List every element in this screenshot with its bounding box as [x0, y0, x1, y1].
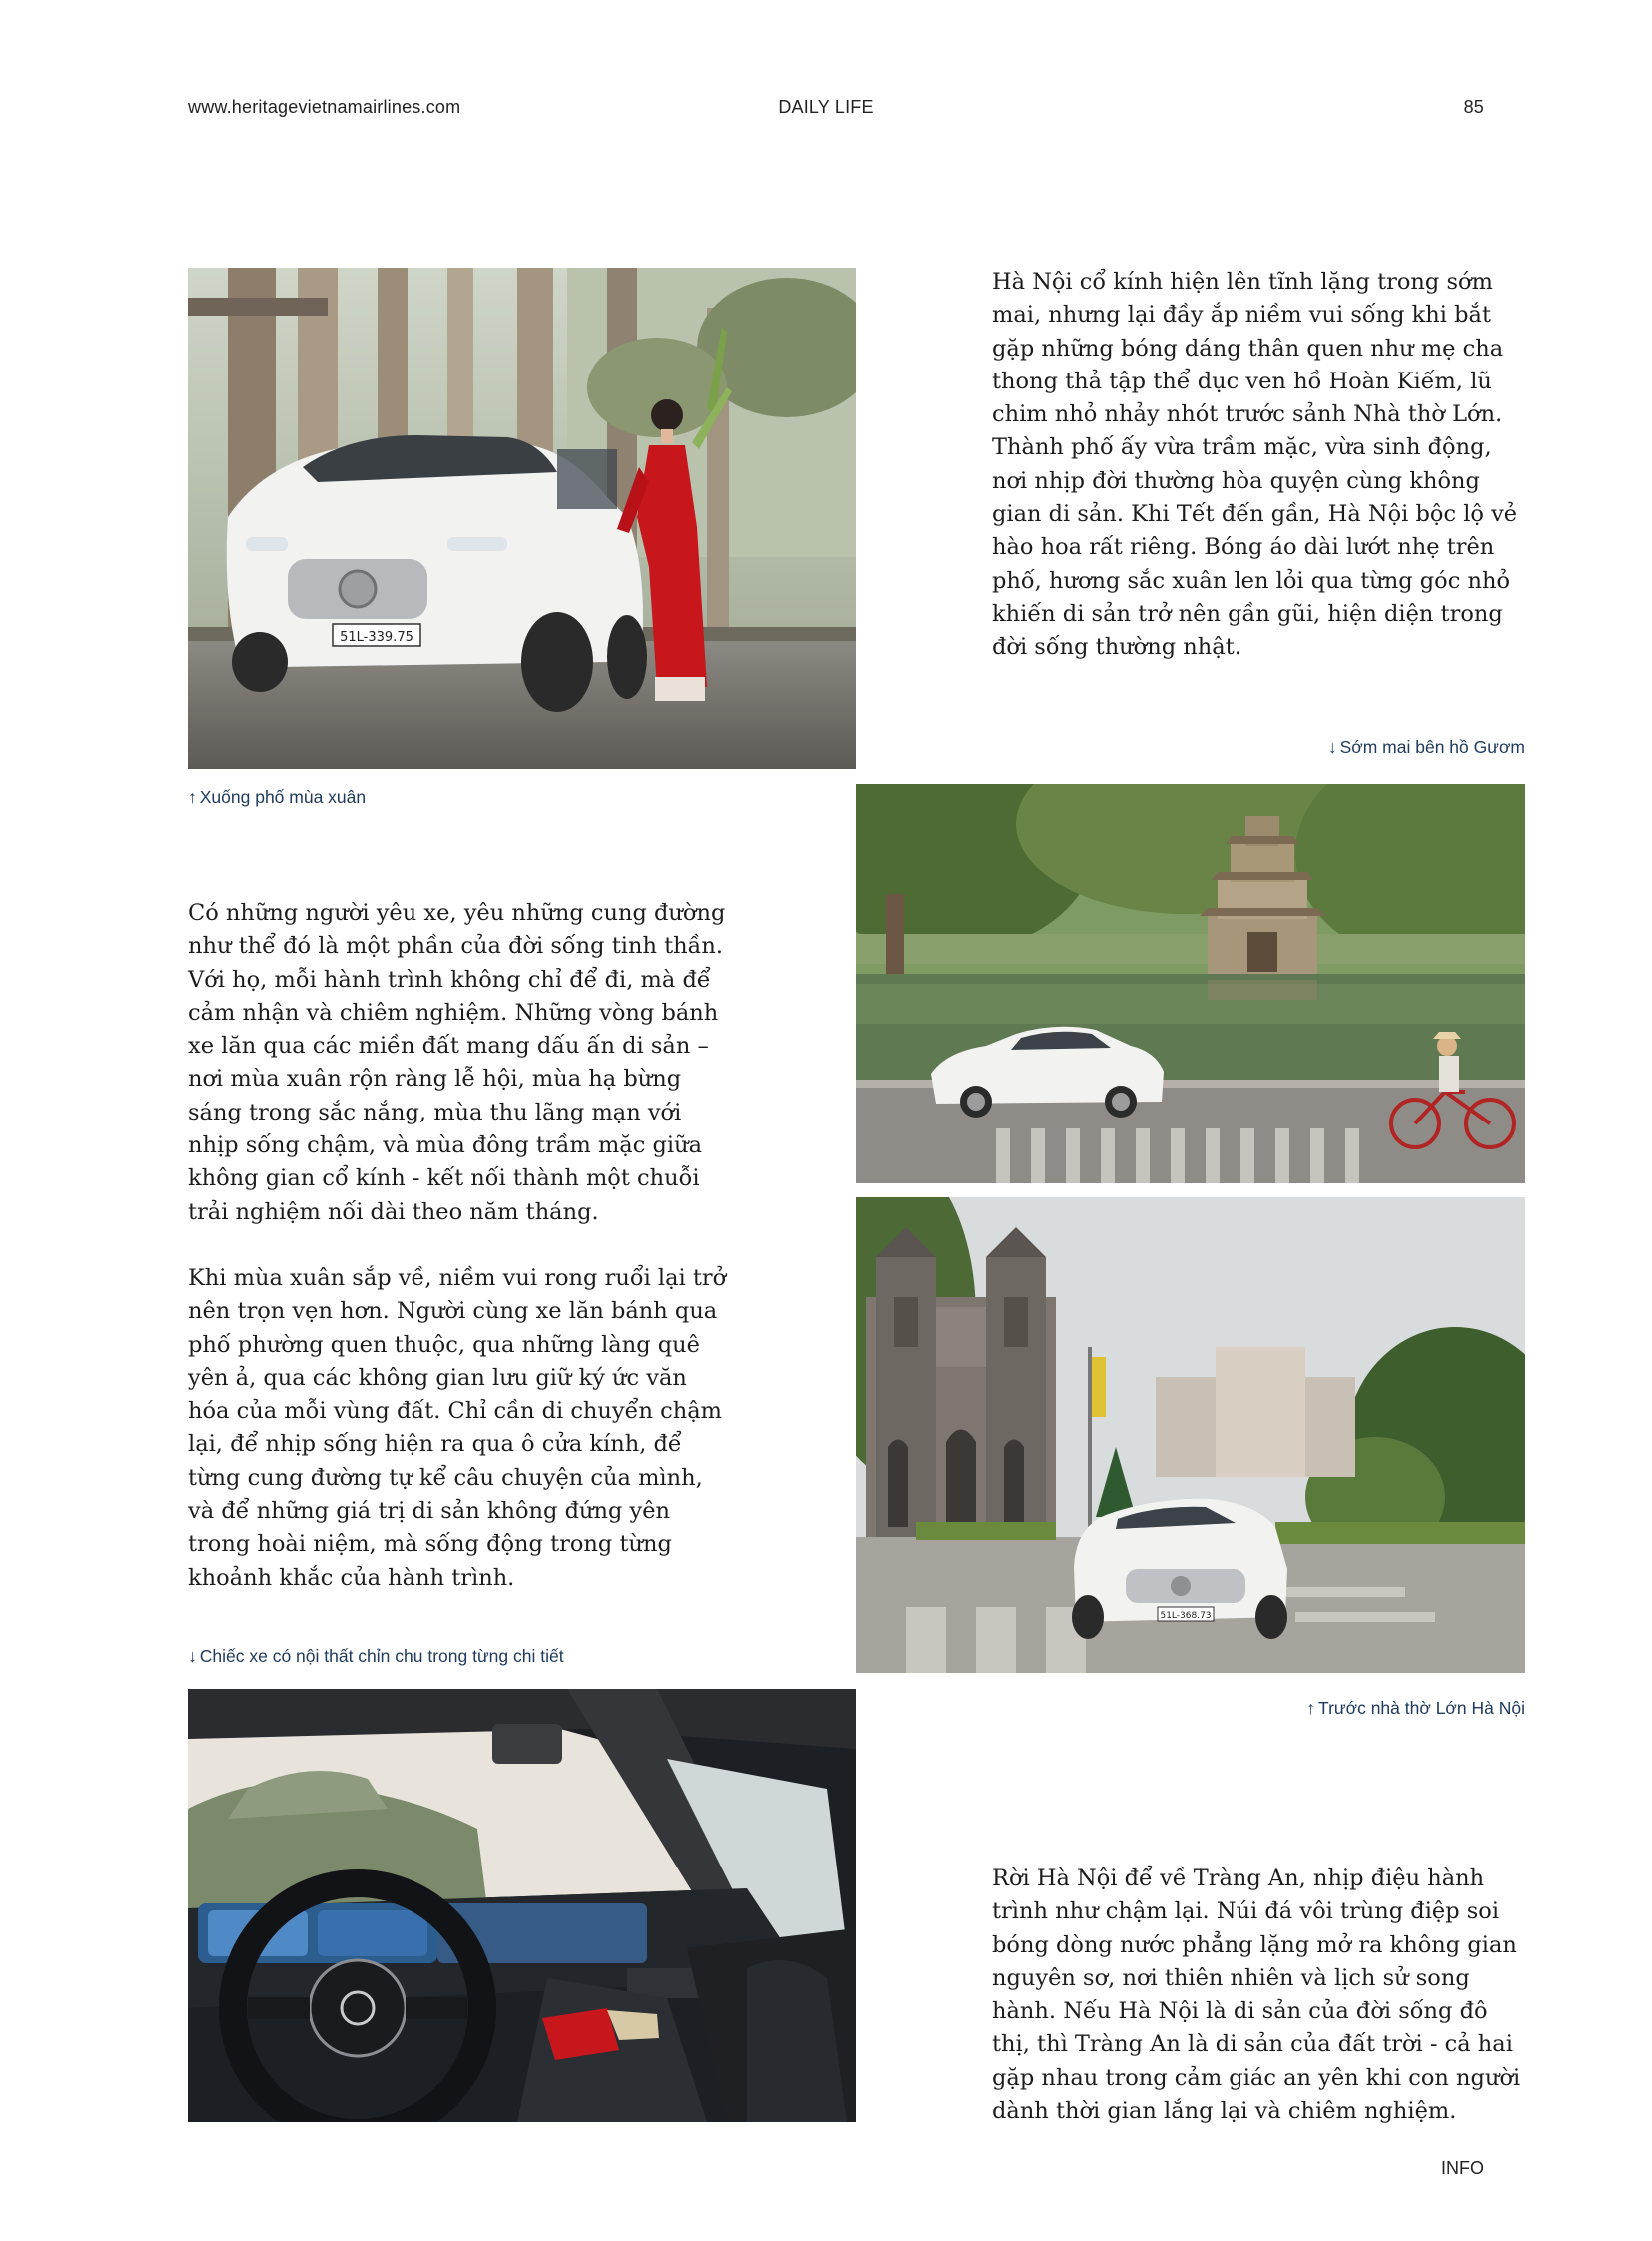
photo-hoan-kiem-lake	[856, 784, 1525, 1183]
down-arrow-icon: ↓	[188, 1646, 197, 1666]
up-arrow-icon: ↑	[188, 787, 197, 807]
paragraph-trang-an: Rời Hà Nội để về Tràng An, nhịp điệu hành trình như chậm lại. Núi đá vôi trùng điệp soi bóng dòng nước phẳng lặng mở ra không gian nguyên sơ, nơi thiên nhiên và lịch sử song hành. Nếu Hà Nội là di sản của đời sống đô thị, thì Tràng An là di sản của đất trời - cả hai gặp nhau trong cảm giác an yên khi con người dành thời gian lắng lại và chiêm nghiệm.	[992, 1866, 1521, 2125]
photo-car-interior	[188, 1689, 856, 2122]
license-plate-2: 51L-368.73	[1160, 1611, 1212, 1621]
up-arrow-icon: ↑	[1306, 1698, 1316, 1718]
caption-ho-guom-text: Sớm mai bên hồ Gươm	[1339, 737, 1525, 757]
paragraph-car-lovers: Có những người yêu xe, yêu những cung đường như thể đó là một phần của đời sống tinh thần. Với họ, mỗi hành trình không chỉ để đi, mà để cảm nhận và chiêm nghiệm. Những vòng bánh xe lăn qua các miền đất mang dấu ấn di sản – nơi mùa xuân rộn ràng lễ hội, mùa hạ bừng sáng trong sắc nắng, mùa thu lãng mạn với nhịp sống chậm, và mùa đông trầm mặc giữa không gian cổ kính - kết nối thành một chuỗi trải nghiệm nối dài theo năm tháng.	[188, 900, 726, 1225]
down-arrow-icon: ↓	[1327, 737, 1337, 757]
website-url[interactable]: www.heritagevietnamairlines.com	[188, 97, 461, 117]
caption-interior-text: Chiếc xe có nội thất chỉn chu trong từng chi tiết	[199, 1646, 564, 1666]
photo-cathedral	[856, 1197, 1525, 1673]
caption-ho-guom	[1328, 737, 1525, 758]
caption-cathedral	[1306, 1698, 1525, 1719]
license-plate-1: 51L-339.75	[340, 630, 413, 645]
photo-ao-dai-car	[188, 268, 856, 769]
paragraph-hanoi-morning: Hà Nội cổ kính hiện lên tĩnh lặng trong sớm mai, nhưng lại đầy ắp niềm vui sống khi bắt gặp những bóng dáng thân quen như mẹ cha thong thả tập thể dục ven hồ Hoàn Kiếm, lũ chim nhỏ nhảy nhót trước sảnh Nhà thờ Lớn. Thành phố ấy vừa trầm mặc, vừa sinh động, nơi nhịp đời thường hòa quyện cùng không gian di sản. Khi Tết đến gần, Hà Nội bộc lộ vẻ hào hoa rất riêng. Bóng áo dài lướt nhẹ trên phố, hương sắc xuân len lỏi qua từng góc nhỏ khiến di sản trở nên gần gũi, hiện diện trong đời sống thường nhật.	[992, 269, 1518, 661]
page-number: 85	[1463, 97, 1484, 117]
footer-label: INFO	[1441, 2158, 1484, 2178]
caption-interior	[188, 1646, 564, 1667]
section-title: DAILY LIFE	[778, 97, 874, 117]
caption-xuong-pho	[188, 787, 366, 808]
paragraph-spring-journey: Khi mùa xuân sắp về, niềm vui rong ruổi lại trở nên trọn vẹn hơn. Người cùng xe lăn bánh qua phố phường quen thuộc, qua những làng quê yên ả, qua các không gian lưu giữ ký ức văn hóa của mỗi vùng đất. Chỉ cần di chuyển chậm lại, để nhịp sống hiện ra qua ô cửa kính, để từng cung đường tự kể câu chuyện của mình, và để những giá trị di sản không đứng yên trong hoài niệm, mà sống động trong từng khoảnh khắc của hành trình.	[188, 1265, 727, 1591]
caption-xuong-pho-text: Xuống phố mùa xuân	[199, 787, 367, 807]
caption-cathedral-text: Trước nhà thờ Lớn Hà Nội	[1318, 1698, 1525, 1718]
